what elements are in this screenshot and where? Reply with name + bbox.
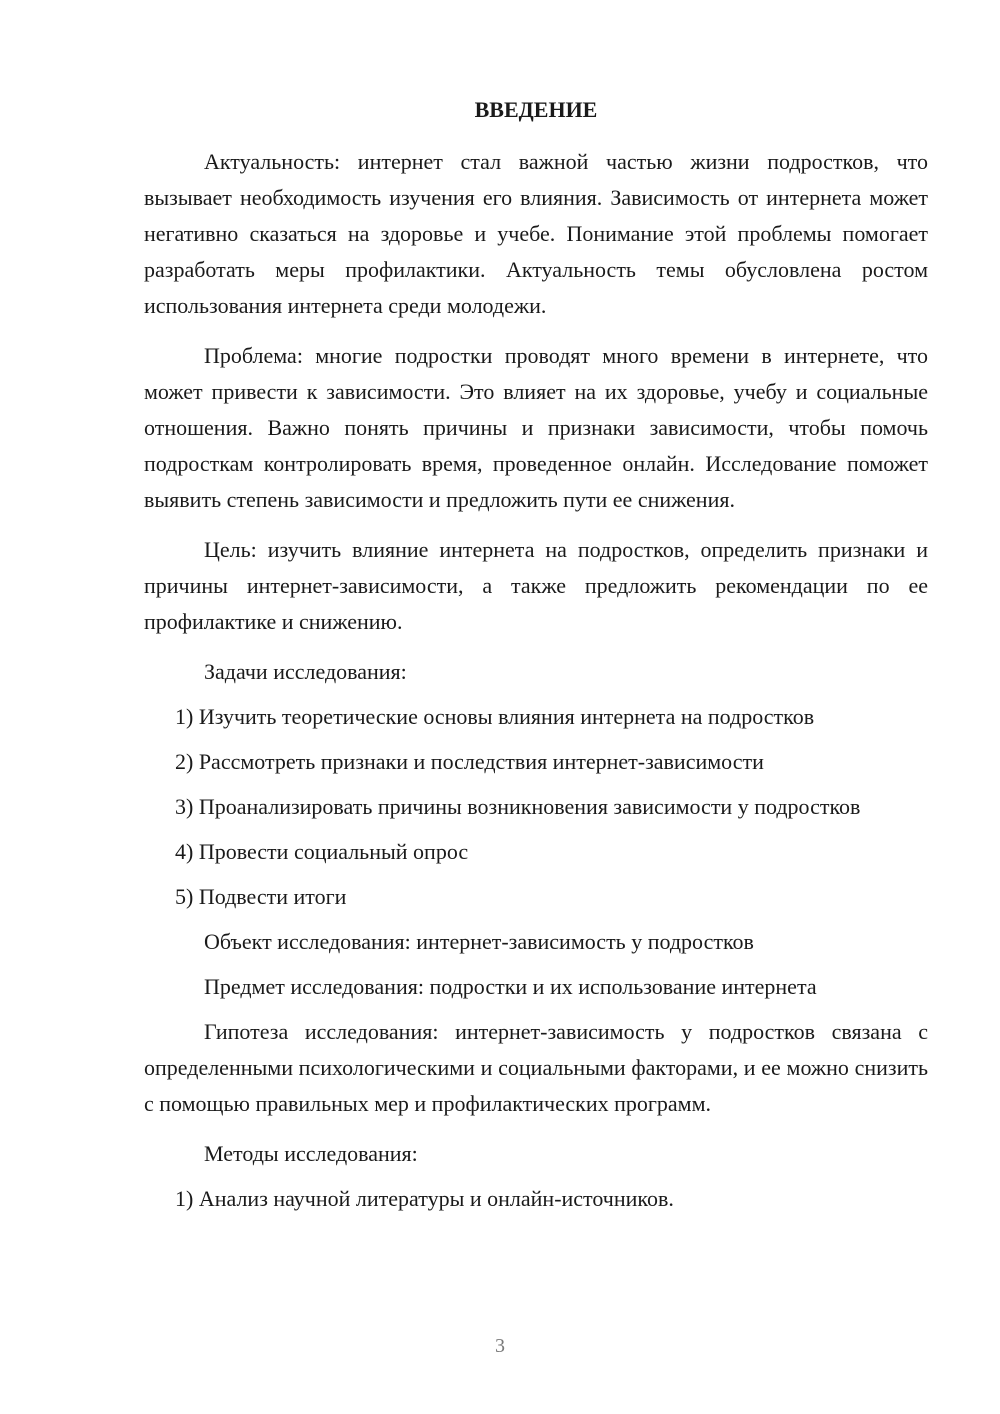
paragraph-subject: Предмет исследования: подростки и их использование интернета bbox=[204, 974, 817, 999]
section-title: ВВЕДЕНИЕ bbox=[474, 97, 598, 122]
task-item-3: 3) Проанализировать причины возникновения зависимости у подростков bbox=[175, 794, 861, 819]
task-item-5: 5) Подвести итоги bbox=[175, 884, 347, 909]
paragraph-goal: Цель: изучить влияние интернета на подростков, определить признаки и причины интернет-зависимости, а также предложить рекомендации по ее профилактике и снижению. bbox=[144, 537, 928, 634]
tasks-heading: Задачи исследования: bbox=[204, 659, 407, 684]
paragraph-hypothesis: Гипотеза исследования: интернет-зависимость у подростков связана с определенными психологическими и социальными факторами, и ее можно снизить с помощью правильных мер и профилактических программ. bbox=[144, 1019, 928, 1116]
methods-heading: Методы исследования: bbox=[204, 1141, 418, 1166]
document-body bbox=[144, 96, 928, 1217]
task-item-2: 2) Рассмотреть признаки и последствия интернет-зависимости bbox=[175, 749, 764, 774]
page-number: 3 bbox=[495, 1335, 505, 1357]
paragraph-problem: Проблема: многие подростки проводят много времени в интернете, что может привести к зависимости. Это влияет на их здоровье, учебу и социальные отношения. Важно понять причины и признаки зависимости, чтобы помочь подросткам контролировать время, проведенное онлайн. Исследование поможет выявить степень зависимости и предложить пути ее снижения. bbox=[144, 343, 928, 512]
method-item-1: 1) Анализ научной литературы и онлайн-источников. bbox=[175, 1186, 674, 1211]
task-item-4: 4) Провести социальный опрос bbox=[175, 839, 469, 864]
paragraph-relevance: Актуальность: интернет стал важной частью жизни подростков, что вызывает необходимость изучения его влияния. Зависимость от интернета может негативно сказаться на здоровье и учебе. Понимание этой проблемы помогает разработать меры профилактики. Актуальность темы обусловлена ростом использования интернета среди молодежи. bbox=[144, 149, 928, 318]
paragraph-object: Объект исследования: интернет-зависимость у подростков bbox=[204, 929, 754, 954]
task-item-1: 1) Изучить теоретические основы влияния интернета на подростков bbox=[175, 704, 815, 729]
